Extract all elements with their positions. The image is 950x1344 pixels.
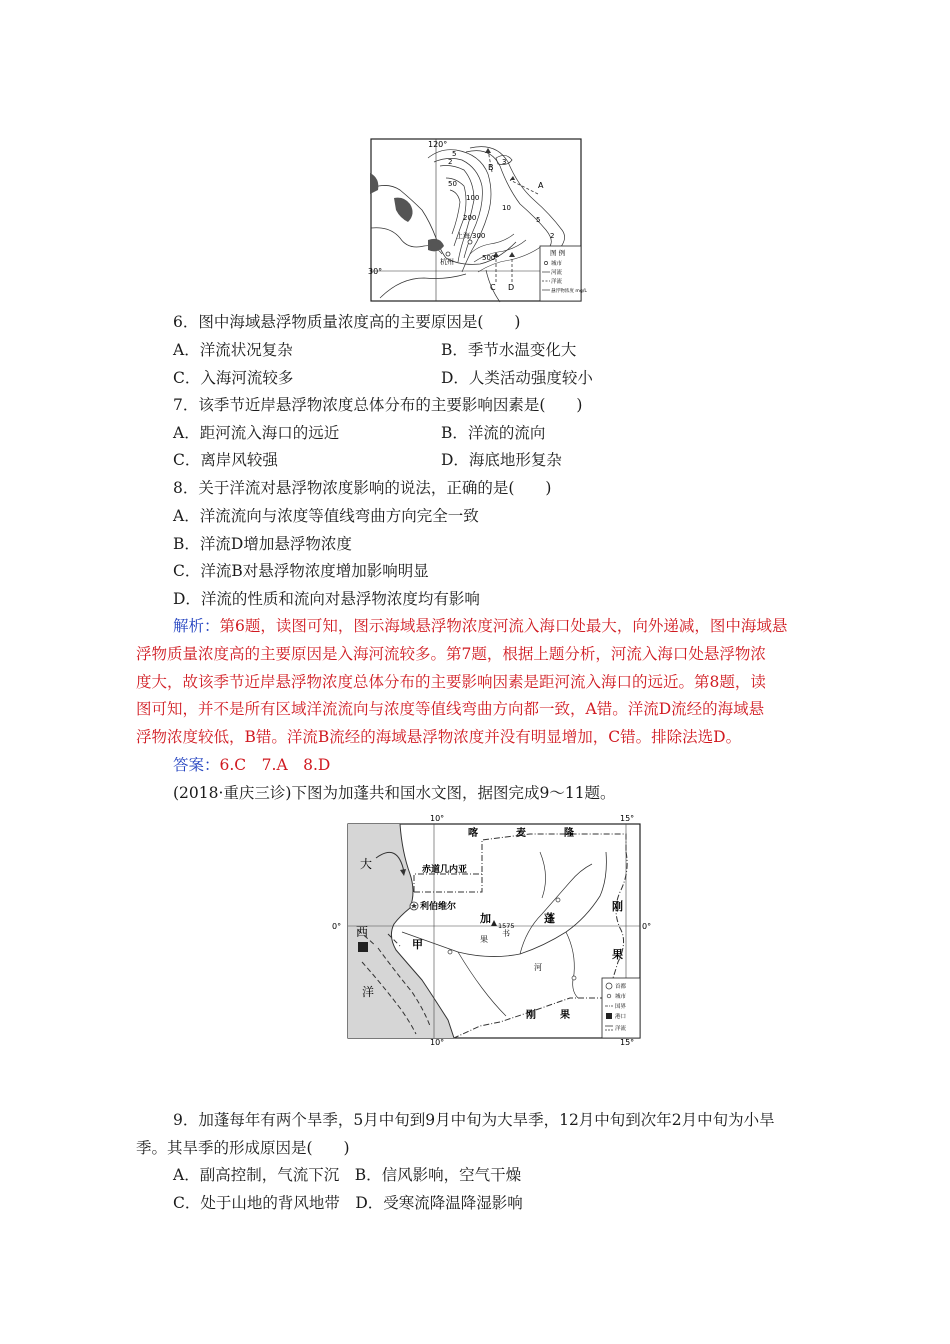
gabon-label-1: 加 — [480, 912, 491, 925]
analysis-line-2: 浮物质量浓度高的主要原因是入海河流较多。第7题，根据上题分析，河流入海口处悬浮物浓 — [136, 645, 766, 663]
gabon-label-2: 蓬 — [544, 912, 555, 925]
contour-value: 2 — [550, 232, 555, 240]
lat-label: 30° — [368, 267, 383, 276]
q8-stem: 8．关于洋流对悬浮物浓度影响的说法，正确的是( ) — [173, 479, 552, 497]
q6-option-b: B．季节水温变化大 — [441, 341, 577, 359]
answer-line — [173, 755, 330, 775]
q8-option-b: B．洋流D增加悬浮物浓度 — [173, 535, 352, 553]
eq-guinea-label: 赤道几内亚 — [422, 865, 468, 875]
q9-options-ab: A．副高控制，气流下沉 B．信风影响，空气干燥 — [173, 1166, 522, 1184]
contour-value: 2 — [448, 158, 453, 166]
q9-options-cd: C．处于山地的背风地带 D．受寒流降温降湿影响 — [173, 1194, 523, 1212]
lon-label-bottom-15: 15° — [620, 1038, 635, 1047]
gabon-map — [330, 812, 660, 1047]
q7-option-d: D．海底地形复杂 — [441, 451, 562, 469]
congo-label-2: 果 — [612, 948, 623, 961]
current-label-c: C — [490, 283, 496, 292]
legend-capital-symbol — [606, 983, 612, 989]
legend-port-symbol — [606, 1013, 612, 1019]
ocean-label-yang: 洋 — [362, 985, 375, 999]
cameroon-label-2: 麦 — [516, 828, 526, 839]
contour-value: 100 — [466, 194, 480, 202]
peak-elevation: 1575 — [498, 922, 515, 930]
lon-label-top-15: 15° — [620, 814, 635, 823]
river-label-2: 书 — [502, 929, 510, 938]
label-jia: 甲 — [412, 938, 423, 951]
city-symbol — [446, 252, 450, 256]
estuary-map — [368, 138, 587, 302]
cameroon-label-3: 隆 — [564, 828, 574, 839]
current-label-b: B — [488, 163, 494, 172]
congo-south-label-1: 刚 — [526, 1010, 536, 1021]
legend-port: 港口 — [615, 1014, 627, 1020]
contour-value: 200 — [463, 214, 477, 222]
q7-option-b: B．洋流的流向 — [441, 424, 546, 442]
lon-label: 120° — [428, 140, 448, 149]
current-label-a: A — [538, 181, 544, 190]
q7-option-a: A．距河流入海口的远近 — [173, 424, 340, 442]
current-label-d: D — [508, 283, 515, 292]
q6-stem: 6．图中海域悬浮物质量浓度高的主要原因是( ) — [173, 313, 521, 331]
ocean-label-xi: 西 — [356, 925, 369, 939]
q9-stem-1: 9．加蓬每年有两个旱季，5月中旬到9月中旬为大旱季，12月中旬到次年2月中旬为小旱 — [173, 1111, 775, 1129]
city-label-shanghai: 上海 — [456, 232, 470, 240]
legend-contour: 悬浮物浓度 mg/L — [551, 289, 587, 294]
lon-label-top-10: 10° — [430, 814, 445, 823]
city-label-hangzhou: 杭州 — [440, 258, 454, 266]
congo-south-label-2: 果 — [560, 1010, 570, 1021]
answer-label: 答案： — [173, 756, 220, 774]
contour-value: 300 — [472, 232, 486, 240]
lat-label-left: 0° — [332, 922, 342, 931]
contour-value: 5 — [452, 150, 457, 158]
congo-label-1: 刚 — [612, 900, 623, 913]
city-symbol — [468, 240, 472, 244]
legend-city-symbol — [544, 261, 547, 264]
q8-option-c: C．洋流B对悬浮物浓度增加影响明显 — [173, 562, 429, 580]
contour-value: 500 — [482, 254, 496, 262]
legend-city: 城市 — [551, 261, 563, 267]
q6-option-a: A．洋流状况复杂 — [173, 341, 293, 359]
q6-option-d: D．人类活动强度较小 — [441, 369, 593, 387]
intro-q9-11: (2018·重庆三诊)下图为加蓬共和国水文图，据图完成9～11题。 — [173, 784, 616, 802]
lon-label-bottom-10: 10° — [430, 1038, 445, 1047]
analysis-text-1: 第6题，读图可知，图示海域悬浮物浓度河流入海口处最大，向外递减，图中海域悬 — [219, 617, 788, 635]
analysis-line-4: 图可知，并不是所有区域洋流流向与浓度等值线弯曲方向都一致，A错。洋流D流经的海域悬 — [136, 700, 765, 718]
answer-value: 6.C 7.A 8.D — [219, 756, 331, 774]
legend-river: 河流 — [551, 270, 563, 276]
city-symbol — [572, 976, 576, 980]
q9-stem-2: 季。其旱季的形成原因是( ) — [136, 1139, 350, 1157]
legend-border: 国界 — [615, 1004, 627, 1010]
cameroon-label-1: 喀 — [468, 828, 478, 839]
q7-option-c: C．离岸风较强 — [173, 451, 278, 469]
analysis-line-1 — [173, 616, 787, 636]
estuary-map-svg — [368, 138, 587, 302]
gabon-map-svg — [330, 812, 660, 1047]
legend-city-symbol — [607, 994, 611, 998]
legend-capital: 首都 — [615, 984, 627, 990]
port-symbol — [358, 942, 368, 952]
analysis-line-3: 度大，故该季节近岸悬浮物浓度总体分布的主要影响因素是距河流入海口的远近。第8题，读 — [136, 673, 766, 691]
analysis-line-5: 浮物浓度较低，B错。洋流B流经的海域悬浮物浓度并没有明显增加，C错。排除法选D。 — [136, 728, 742, 746]
q8-option-a: A．洋流流向与浓度等值线弯曲方向完全一致 — [173, 507, 479, 525]
contour-value: 3 — [502, 158, 507, 166]
legend-city: 城市 — [615, 994, 627, 1000]
lat-label-right: 0° — [642, 922, 652, 931]
legend-current: 洋流 — [615, 1026, 627, 1032]
q8-option-d: D．洋流的性质和流向对悬浮物浓度均有影响 — [173, 590, 480, 608]
contour-value: 5 — [536, 216, 541, 224]
q6-option-c: C．入海河流较多 — [173, 369, 294, 387]
analysis-label: 解析： — [173, 617, 220, 635]
river-label-3: 河 — [534, 963, 542, 972]
q7-stem: 7．该季节近岸悬浮物浓度总体分布的主要影响因素是( ) — [173, 396, 583, 414]
contour-value: 50 — [448, 180, 457, 188]
contour-value: 10 — [502, 204, 511, 212]
river-label-1: 果 — [480, 935, 488, 944]
libreville-label: 利伯维尔 — [420, 902, 457, 912]
city-symbol — [448, 950, 452, 954]
legend-current: 洋流 — [551, 279, 563, 285]
city-symbol — [556, 898, 560, 902]
ocean-label-da: 大 — [360, 857, 373, 871]
legend-title: 图 例 — [550, 249, 566, 257]
